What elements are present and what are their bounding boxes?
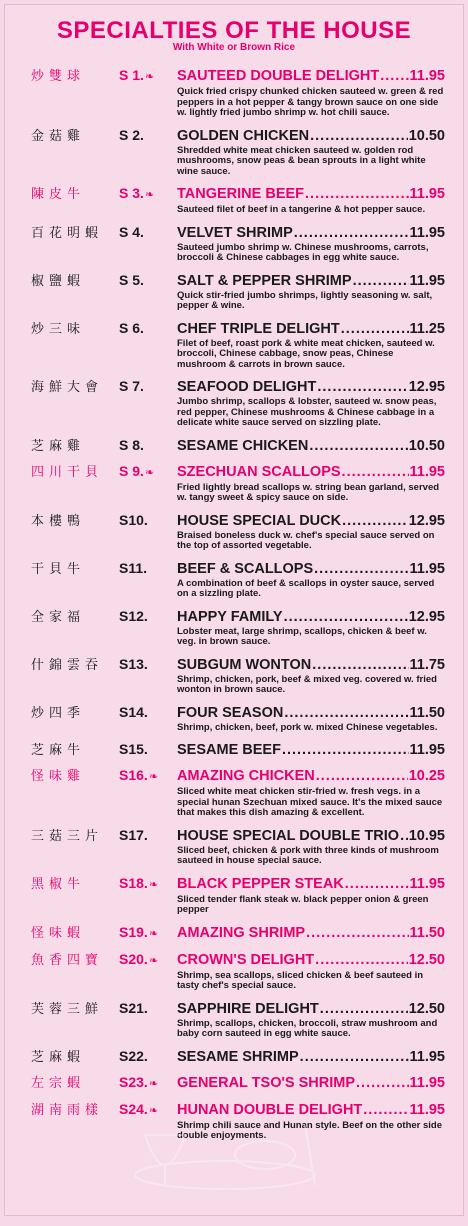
menu-item-row bbox=[31, 320, 445, 338]
dish-name bbox=[177, 186, 410, 203]
menu-item-row bbox=[31, 1074, 445, 1093]
dish-name-text: HUNAN DOUBLE DELIGHT bbox=[177, 1101, 363, 1118]
chinese-name: 陳皮牛 bbox=[31, 187, 86, 202]
chinese-name: 芝麻牛 bbox=[31, 743, 86, 758]
dish-description: Shredded white meat chicken sauteed w. golden rod mushrooms, snow peas & bean sprouts in a light white wine sauce. bbox=[177, 144, 426, 177]
dot-leader bbox=[294, 225, 409, 242]
item-code-text: S13. bbox=[119, 655, 148, 672]
item-code bbox=[119, 560, 177, 577]
item-code bbox=[119, 608, 177, 625]
menu-item bbox=[31, 224, 445, 264]
dish-description: Braised boneless duck w. chef's special sauce served on the top of assorted vegetable. bbox=[177, 529, 435, 551]
menu-item bbox=[31, 512, 445, 552]
item-code bbox=[119, 951, 177, 970]
dish-name-text: VELVET SHRIMP bbox=[177, 224, 293, 241]
menu-header bbox=[5, 5, 463, 67]
item-code-text: S20. bbox=[119, 950, 148, 967]
dot-leader bbox=[317, 379, 407, 396]
dish-price: 11.95 bbox=[409, 1074, 445, 1091]
dish-name-text: HAPPY FAMILY bbox=[177, 608, 283, 625]
dish-price: 11.95 bbox=[409, 463, 445, 480]
chili-pepper-icon: ❧ bbox=[144, 466, 155, 479]
menu-item bbox=[31, 656, 445, 696]
chili-pepper-icon: ❧ bbox=[148, 771, 159, 783]
dish-name bbox=[177, 273, 410, 290]
item-code bbox=[119, 1074, 177, 1093]
dot-leader bbox=[316, 768, 408, 785]
dish-price: 12.95 bbox=[408, 512, 445, 529]
chili-pepper-icon: ❧ bbox=[144, 71, 155, 83]
chili-pepper-icon: ❧ bbox=[148, 878, 159, 891]
dish-name bbox=[177, 876, 410, 893]
chinese-name: 椒鹽蝦 bbox=[31, 273, 86, 289]
item-code bbox=[119, 272, 177, 289]
item-code bbox=[119, 827, 177, 844]
menu-item-row bbox=[31, 463, 445, 482]
menu-item-row bbox=[31, 1048, 445, 1066]
chili-pepper-icon: ❧ bbox=[148, 1104, 159, 1117]
item-code bbox=[119, 320, 177, 337]
item-code-text: S23. bbox=[119, 1073, 148, 1090]
dish-name-text: AMAZING SHRIMP bbox=[177, 924, 306, 941]
menu-item-row bbox=[31, 1000, 445, 1018]
dot-leader bbox=[306, 925, 408, 942]
dish-price: 11.95 bbox=[409, 68, 445, 84]
item-code-text: S24. bbox=[119, 1100, 148, 1117]
menu-item bbox=[31, 320, 445, 371]
dish-price: 11.50 bbox=[409, 924, 445, 941]
menu-item bbox=[31, 924, 445, 943]
menu-item-row bbox=[31, 924, 445, 943]
menu-page bbox=[4, 4, 464, 1216]
dish-name bbox=[177, 1049, 410, 1066]
page-title: SPECIALTIES OF THE HOUSE bbox=[56, 17, 412, 44]
menu-item-row bbox=[31, 272, 445, 290]
dish-name-text: AMAZING CHICKEN bbox=[177, 768, 315, 784]
menu-item-row bbox=[31, 656, 445, 674]
chinese-name: 芝麻蝦 bbox=[31, 1049, 86, 1065]
item-code-text: S 1. bbox=[119, 67, 144, 83]
menu-item-row bbox=[31, 827, 445, 845]
dish-description: Sauteed jumbo shrimp w. Chinese mushrooms, carrots, broccoli & Chinese cabbages in egg white sauce. bbox=[177, 241, 429, 263]
dish-name-text: SUBGUM WONTON bbox=[177, 656, 312, 673]
item-code-text: S 8. bbox=[119, 436, 144, 453]
dish-name-text: SAUTEED DOUBLE DELIGHT bbox=[177, 68, 380, 84]
dish-name-text: GOLDEN CHICKEN bbox=[177, 127, 310, 144]
dish-name bbox=[177, 438, 409, 455]
dish-name bbox=[177, 742, 410, 759]
dish-name bbox=[177, 68, 410, 85]
item-code-text: S 7. bbox=[119, 378, 144, 394]
item-code bbox=[119, 185, 177, 204]
item-code-text: S19. bbox=[119, 923, 148, 940]
item-code bbox=[119, 1048, 177, 1065]
menu-item bbox=[31, 704, 445, 734]
item-code bbox=[119, 704, 177, 721]
dish-price: 12.95 bbox=[408, 608, 445, 625]
menu-item bbox=[31, 437, 445, 455]
menu-item-row bbox=[31, 875, 445, 894]
dish-price: 11.95 bbox=[409, 1101, 445, 1118]
dish-description: Lobster meat, large shrimp, scallops, chicken & beef w. veg. in brown sauce. bbox=[177, 625, 427, 647]
dish-name bbox=[177, 379, 409, 396]
item-code bbox=[119, 875, 177, 894]
dish-name-text: SALT & PEPPER SHRIMP bbox=[177, 272, 352, 289]
chinese-name: 怪味蝦 bbox=[31, 925, 86, 941]
dish-name-text: BEEF & SCALLOPS bbox=[177, 560, 314, 577]
menu-item bbox=[31, 67, 445, 119]
chinese-name: 魚香四寶 bbox=[31, 952, 104, 968]
table-setting-watermark-icon bbox=[115, 1105, 335, 1195]
dish-description: Shrimp, chicken, pork, beef & mixed veg. covered w. fried wonton in brown sauce. bbox=[177, 673, 437, 695]
item-code-text: S15. bbox=[119, 741, 148, 757]
dish-name bbox=[177, 952, 409, 969]
item-code-text: S11. bbox=[119, 559, 148, 576]
dish-description: A combination of beef & scallops in oyster sauce, served on a sizzling plate. bbox=[177, 577, 435, 599]
item-code-text: S16. bbox=[119, 767, 148, 783]
dish-name-text: FOUR SEASON bbox=[177, 704, 284, 721]
item-code-text: S17. bbox=[119, 826, 148, 843]
dish-price: 10.50 bbox=[408, 127, 445, 144]
menu-item bbox=[31, 560, 445, 600]
dot-leader bbox=[342, 513, 408, 530]
item-code bbox=[119, 656, 177, 673]
item-code bbox=[119, 741, 177, 758]
menu-item-row bbox=[31, 608, 445, 626]
item-code-text: S14. bbox=[119, 703, 148, 720]
item-code bbox=[119, 767, 177, 786]
dot-leader bbox=[345, 876, 409, 893]
dish-price: 11.95 bbox=[409, 186, 445, 202]
dish-name bbox=[177, 561, 410, 578]
dish-description: Quick fried crispy chunked chicken sauteed w. green & red peppers in a hot pepper & tangy brown sauce on one side w. lightly fried jumbo shrimp w. hot chili sauce. bbox=[177, 86, 444, 118]
dish-price: 12.95 bbox=[408, 379, 445, 395]
chinese-name: 三菇三片 bbox=[31, 828, 104, 844]
chinese-name: 芙蓉三鮮 bbox=[31, 1001, 104, 1017]
item-code-text: S 9. bbox=[119, 462, 144, 479]
dot-leader bbox=[309, 438, 407, 455]
dish-price: 11.95 bbox=[409, 224, 445, 241]
dish-name bbox=[177, 128, 409, 145]
dish-name bbox=[177, 925, 410, 942]
dot-leader bbox=[305, 186, 408, 203]
chili-pepper-icon: ❧ bbox=[144, 189, 155, 201]
item-code bbox=[119, 512, 177, 529]
chinese-name: 本樓鴨 bbox=[31, 513, 86, 529]
dish-price: 11.50 bbox=[409, 704, 445, 721]
menu-item-row bbox=[31, 378, 445, 396]
dish-name bbox=[177, 513, 409, 530]
dot-leader bbox=[353, 273, 409, 290]
menu-item bbox=[31, 127, 445, 178]
chinese-name: 什錦雲吞 bbox=[31, 657, 104, 673]
item-code-text: S18. bbox=[119, 874, 148, 891]
page-subtitle: With White or Brown Rice bbox=[172, 42, 296, 53]
menu-item bbox=[31, 951, 445, 992]
item-code-text: S 3. bbox=[119, 185, 144, 201]
dot-leader bbox=[320, 1001, 408, 1018]
dot-leader bbox=[310, 128, 408, 145]
dish-name-text: SAPPHIRE DELIGHT bbox=[177, 1000, 319, 1017]
dot-leader bbox=[341, 321, 409, 338]
menu-item bbox=[31, 827, 445, 867]
dish-name bbox=[177, 225, 410, 242]
dish-name-text: GENERAL TSO'S SHRIMP bbox=[177, 1074, 356, 1091]
item-code-text: S 6. bbox=[119, 319, 144, 336]
menu-item bbox=[31, 1000, 445, 1040]
chinese-name: 干貝牛 bbox=[31, 561, 86, 577]
dish-name-text: CHEF TRIPLE DELIGHT bbox=[177, 320, 340, 337]
dish-name bbox=[177, 657, 410, 674]
dish-price: 10.95 bbox=[408, 827, 445, 844]
item-code-text: S12. bbox=[119, 607, 148, 624]
menu-item bbox=[31, 272, 445, 312]
item-code bbox=[119, 378, 177, 395]
dot-leader bbox=[315, 952, 408, 969]
chinese-name: 四川干貝 bbox=[31, 464, 104, 480]
chinese-name: 金菇雞 bbox=[31, 128, 86, 144]
dish-name-text: CROWN'S DELIGHT bbox=[177, 951, 315, 968]
menu-item bbox=[31, 608, 445, 648]
menu-item-row bbox=[31, 437, 445, 455]
chinese-name: 百花明蝦 bbox=[31, 225, 104, 241]
menu-list bbox=[5, 67, 463, 1142]
dish-price: 11.75 bbox=[409, 656, 445, 673]
chili-pepper-icon: ❧ bbox=[148, 1077, 159, 1090]
chinese-name: 全家福 bbox=[31, 609, 86, 625]
dish-description: Sliced beef, chicken & pork with three kinds of mushroom sauteed in house special sauce. bbox=[177, 844, 439, 866]
dish-name-text: SEAFOOD DELIGHT bbox=[177, 379, 317, 395]
item-code-text: S 4. bbox=[119, 223, 144, 240]
item-code-text: S21. bbox=[119, 999, 148, 1016]
dish-description: Sliced tender flank steak w. black pepper onion & green pepper bbox=[177, 893, 429, 915]
dish-price: 11.25 bbox=[409, 320, 445, 337]
dish-name-text: SESAME SHRIMP bbox=[177, 1048, 299, 1065]
item-code bbox=[119, 1000, 177, 1017]
dot-leader bbox=[342, 464, 409, 481]
menu-item-row bbox=[31, 560, 445, 578]
menu-item bbox=[31, 378, 445, 429]
dish-name-text: SESAME BEEF bbox=[177, 742, 281, 758]
chinese-name: 海鮮大會 bbox=[31, 380, 104, 395]
chili-pepper-icon: ❧ bbox=[148, 927, 159, 940]
dish-price: 11.95 bbox=[409, 875, 445, 892]
chinese-name: 湖南雨樣 bbox=[31, 1102, 104, 1118]
dish-description: Shrimp, scallops, chicken, broccoli, straw mushroom and baby corn sauteed in egg white sauce. bbox=[177, 1017, 438, 1039]
menu-item-row bbox=[31, 951, 445, 970]
chinese-name: 怪味雞 bbox=[31, 769, 86, 784]
chinese-name: 炒雙球 bbox=[31, 69, 86, 84]
dish-description: Fried lightly bread scallops w. string bean garland, served w. tangy sweet & spicy sauce on side. bbox=[177, 481, 440, 503]
dish-price: 11.95 bbox=[409, 742, 445, 758]
dish-description: Filet of beef, roast pork & white meat chicken, sauteed w. broccoli, Chinese cabbage, snow peas, Chinese mushroom & carrots in brown sauce. bbox=[177, 337, 435, 370]
item-code bbox=[119, 437, 177, 454]
dish-description: Shrimp, chicken, beef, pork w. mixed Chinese vegetables. bbox=[177, 721, 438, 733]
dish-name-text: SESAME CHICKEN bbox=[177, 437, 309, 454]
menu-item bbox=[31, 741, 445, 759]
dish-description: Shrimp, sea scallops, sliced chicken & beef sauteed in tasty chef's special sauce. bbox=[177, 969, 424, 991]
dish-description: Sauteed filet of beef in a tangerine & hot pepper sauce. bbox=[177, 204, 426, 215]
dot-leader bbox=[356, 1075, 408, 1092]
menu-item-row bbox=[31, 67, 445, 86]
dot-leader bbox=[363, 1102, 408, 1119]
item-code bbox=[119, 224, 177, 241]
chinese-name: 炒三味 bbox=[31, 321, 86, 337]
dot-leader bbox=[284, 609, 408, 626]
dish-name-text: SZECHUAN SCALLOPS bbox=[177, 463, 341, 480]
chili-pepper-icon: ❧ bbox=[148, 954, 159, 967]
dish-name bbox=[177, 1075, 410, 1092]
dish-description: Jumbo shrimp, scallops & lobster, sauteed w. snow peas, red pepper, Chinese mushrooms & Chinese cabbage in a delicate white sauce served on sizzling plate. bbox=[177, 396, 437, 428]
dish-price: 11.95 bbox=[409, 560, 445, 577]
dish-price: 12.50 bbox=[408, 951, 445, 968]
menu-item bbox=[31, 1074, 445, 1093]
menu-item-row bbox=[31, 741, 445, 759]
dish-name-text: BLACK PEPPER STEAK bbox=[177, 875, 344, 892]
dish-price: 10.50 bbox=[408, 437, 445, 454]
item-code-text: S10. bbox=[119, 511, 148, 528]
dish-name bbox=[177, 1001, 409, 1018]
dot-leader bbox=[300, 1049, 409, 1066]
item-code-text: S 5. bbox=[119, 271, 144, 288]
dish-name bbox=[177, 321, 410, 338]
dish-name-text: HOUSE SPECIAL DUCK bbox=[177, 512, 342, 529]
item-code bbox=[119, 67, 177, 86]
chinese-name: 炒四季 bbox=[31, 705, 86, 721]
dot-leader bbox=[312, 657, 408, 674]
dish-name bbox=[177, 464, 410, 481]
dish-name-text: HOUSE SPECIAL DOUBLE TRIO bbox=[177, 827, 400, 844]
dish-name bbox=[177, 609, 409, 626]
item-code-text: S 2. bbox=[119, 126, 144, 143]
dish-description: Quick stir-fried jumbo shrimps, lightly seasoning w. salt, pepper & wine. bbox=[177, 289, 433, 311]
menu-item-row bbox=[31, 704, 445, 722]
dish-price: 11.95 bbox=[409, 1048, 445, 1065]
dish-description: Shrimp chili sauce and Hunan style. Beef on the other side double enjoyments. bbox=[177, 1119, 443, 1141]
dish-price: 10.25 bbox=[408, 768, 445, 784]
menu-item bbox=[31, 875, 445, 916]
dot-leader bbox=[314, 561, 408, 578]
menu-item-row bbox=[31, 185, 445, 204]
item-code bbox=[119, 127, 177, 144]
dish-name bbox=[177, 705, 410, 722]
dish-price: 12.50 bbox=[408, 1000, 445, 1017]
dish-name bbox=[177, 768, 409, 785]
menu-item bbox=[31, 767, 445, 819]
dish-description: Sliced white meat chicken stir-fried w. fresh vegs. in a special hunan Szechuan mixed sauce. It's the mixed sauce that makes this dish amazing & excellent. bbox=[177, 786, 443, 818]
dot-leader bbox=[400, 828, 408, 845]
item-code bbox=[119, 924, 177, 943]
menu-item bbox=[31, 463, 445, 504]
dish-price: 11.95 bbox=[409, 272, 445, 289]
chinese-name: 芝麻雞 bbox=[31, 438, 86, 454]
item-code bbox=[119, 463, 177, 482]
dot-leader bbox=[380, 68, 408, 85]
dot-leader bbox=[282, 742, 409, 759]
chinese-name: 左宗蝦 bbox=[31, 1075, 86, 1091]
dish-name-text: TANGERINE BEEF bbox=[177, 186, 305, 202]
menu-item-row bbox=[31, 127, 445, 145]
menu-item bbox=[31, 185, 445, 216]
menu-item bbox=[31, 1048, 445, 1066]
menu-item-row bbox=[31, 224, 445, 242]
dish-name bbox=[177, 828, 409, 845]
dot-leader bbox=[284, 705, 408, 722]
item-code-text: S22. bbox=[119, 1047, 148, 1064]
menu-item-row bbox=[31, 767, 445, 786]
chinese-name: 黑椒牛 bbox=[31, 876, 86, 892]
menu-item-row bbox=[31, 512, 445, 530]
